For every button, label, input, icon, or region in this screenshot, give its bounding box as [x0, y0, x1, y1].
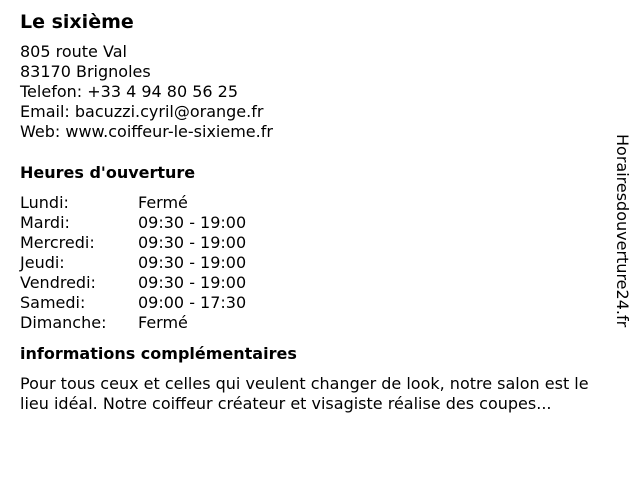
brand-watermark: Horairesdouverture24.fr	[613, 134, 632, 328]
website-line[interactable]: Web: www.coiffeur-le-sixieme.fr	[20, 122, 273, 141]
address-street: 805 route Val	[20, 42, 127, 61]
info-heading: informations complémentaires	[20, 344, 297, 363]
hours-row-friday	[20, 273, 620, 293]
business-card	[20, 10, 620, 414]
day-hours: Fermé	[138, 193, 188, 212]
email-line[interactable]: Email: bacuzzi.cyril@orange.fr	[20, 102, 264, 121]
address-city: 83170 Brignoles	[20, 62, 151, 81]
day-hours: Fermé	[138, 313, 188, 332]
day-hours: 09:00 - 17:30	[138, 293, 247, 312]
hours-row-saturday	[20, 293, 620, 313]
day-label: Samedi:	[20, 293, 86, 312]
hours-row-sunday	[20, 313, 620, 333]
phone-line: Telefon: +33 4 94 80 56 25	[20, 82, 239, 101]
day-label: Dimanche:	[20, 313, 107, 332]
day-label: Mercredi:	[20, 233, 95, 252]
day-label: Mardi:	[20, 213, 70, 232]
day-label: Vendredi:	[20, 273, 96, 292]
hours-row-thursday	[20, 253, 620, 273]
day-label: Jeudi:	[20, 253, 65, 272]
opening-hours-list	[20, 193, 620, 333]
day-label: Lundi:	[20, 193, 69, 212]
day-hours: 09:30 - 19:00	[138, 233, 247, 252]
day-hours: 09:30 - 19:00	[138, 213, 247, 232]
hours-heading: Heures d'ouverture	[20, 163, 196, 182]
info-description: Pour tous ceux et celles qui veulent changer de look, notre salon est le lieu idéal. Notre coiffeur créateur et visagiste réalise des coupes...	[20, 374, 589, 413]
day-hours: 09:30 - 19:00	[138, 273, 247, 292]
day-hours: 09:30 - 19:00	[138, 253, 247, 272]
hours-row-wednesday	[20, 233, 620, 253]
contact-block	[20, 42, 620, 142]
hours-row-tuesday	[20, 213, 620, 233]
hours-row-monday	[20, 193, 620, 213]
business-name: Le sixième	[20, 11, 134, 33]
